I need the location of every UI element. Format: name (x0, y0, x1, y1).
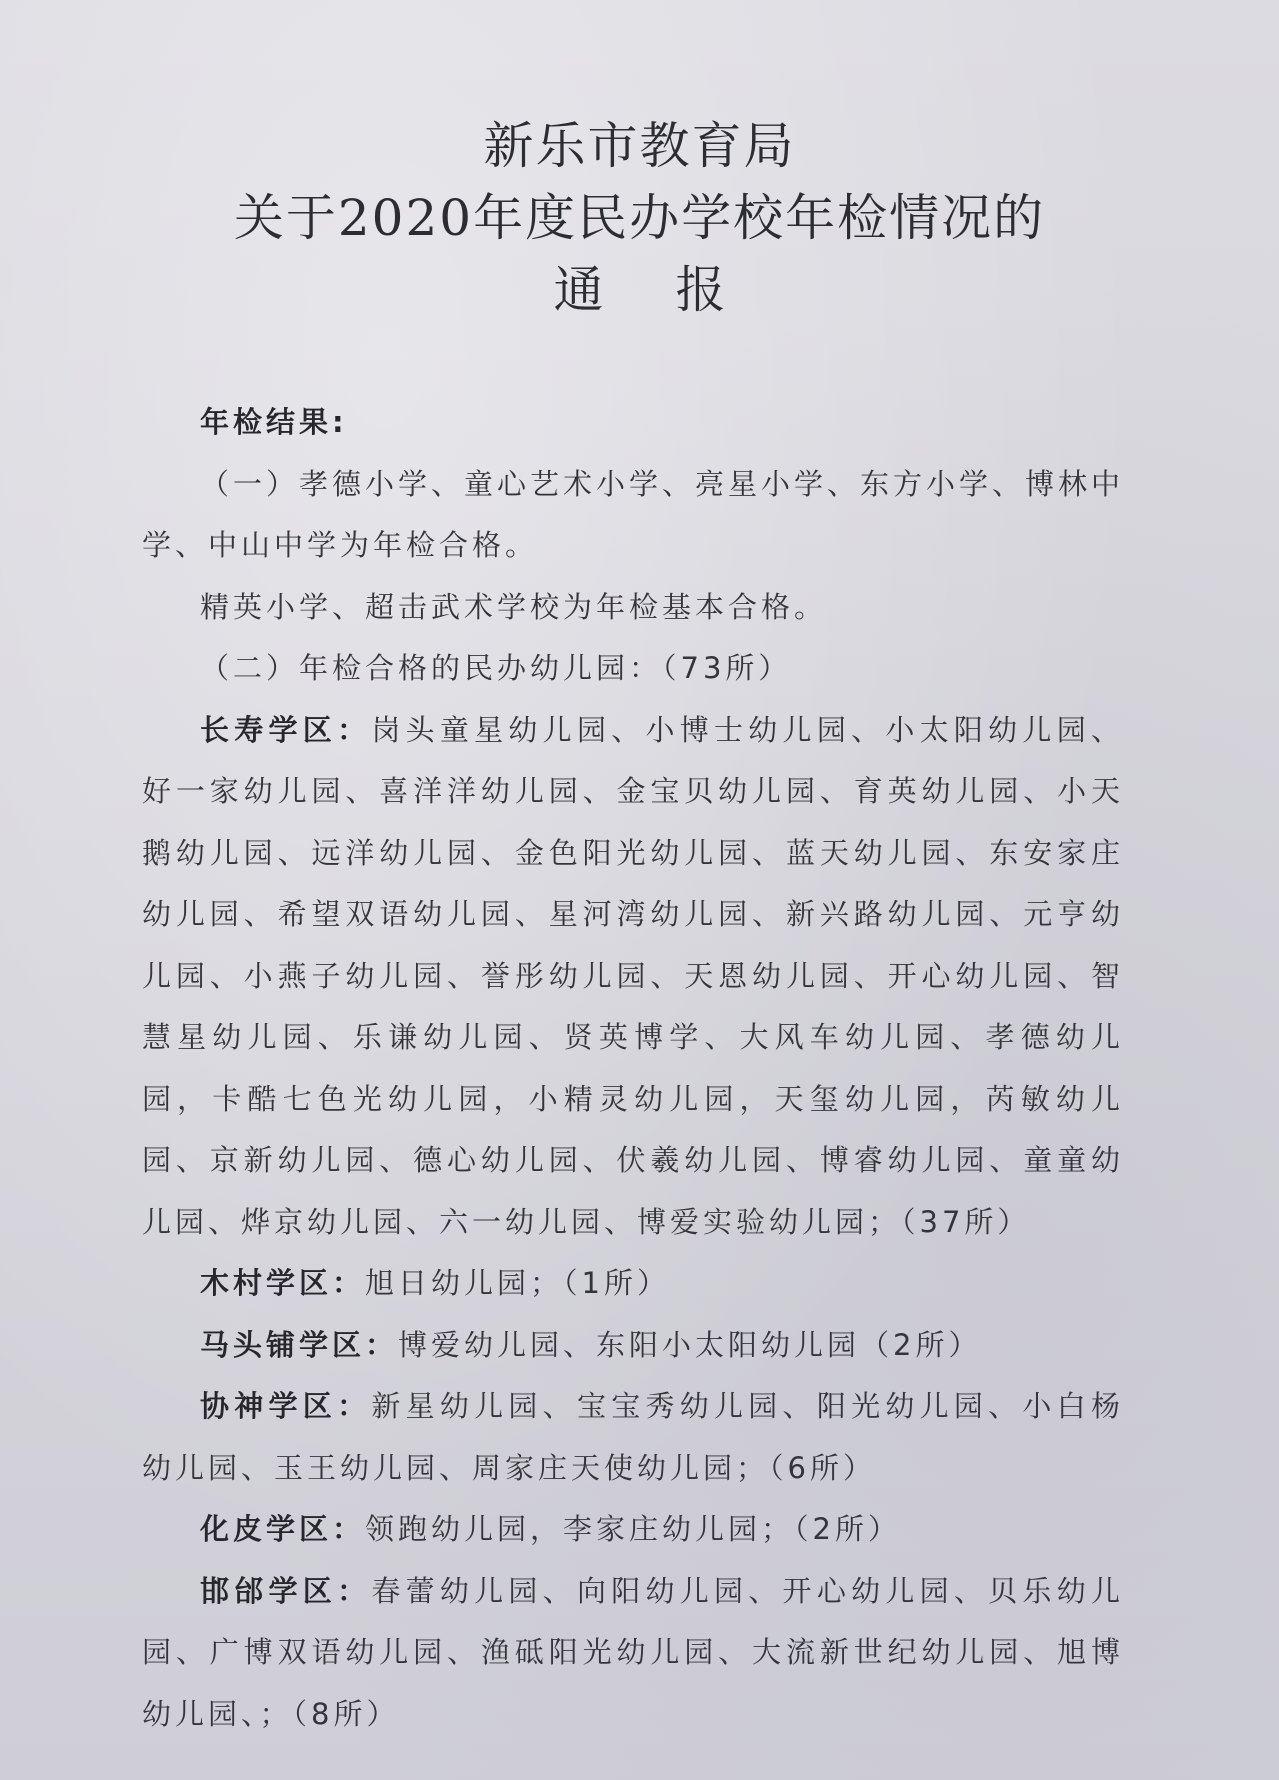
results-heading-text: 年检结果: (200, 405, 348, 439)
document-title (0, 110, 1279, 326)
district-matoupu (142, 1315, 1124, 1377)
district-name: 长寿学区： (200, 712, 372, 747)
district-name: 马头铺学区： (200, 1327, 399, 1362)
district-changshou (142, 700, 1124, 1254)
results-heading (142, 392, 1124, 454)
district-mucun (142, 1253, 1124, 1315)
district-content: 春蕾幼儿园、向阳幼儿园、开心幼儿园、贝乐幼儿园、广博双语幼儿园、渔砥阳光幼儿园、大流新世纪幼儿园、旭博幼儿园、；（8所） (142, 1573, 1124, 1731)
district-content: 岗头童星幼儿园、小博士幼儿园、小太阳幼儿园、好一家幼儿园、喜洋洋幼儿园、金宝贝幼儿园、育英幼儿园、小天鹅幼儿园、远洋幼儿园、金色阳光幼儿园、蓝天幼儿园、东安家庄幼儿园、希望双语幼儿园、星河湾幼儿园、新兴路幼儿园、元亨幼儿园、小燕子幼儿园、誉彤幼儿园、天恩幼儿园、开心幼儿园、智慧星幼儿园、乐谦幼儿园、贤英博学、大风车幼儿园、孝德幼儿园，卡酷七色光幼儿园，小精灵幼儿园，天玺幼儿园，芮敏幼儿园、京新幼儿园、德心幼儿园、伏羲幼儿园、博睿幼儿园、童童幼儿园、烨京幼儿园、六一幼儿园、博爱实验幼儿园；（37所） (142, 712, 1124, 1239)
title-issuer: 新乐市教育局 (483, 117, 796, 175)
district-content: 领跑幼儿园，李家庄幼儿园；（2所） (365, 1512, 901, 1546)
title-subject: 关于2020年度民办学校年检情况的 (233, 189, 1046, 247)
district-name: 邯邰学区： (200, 1573, 372, 1608)
district-content: 旭日幼儿园；（1所） (365, 1266, 670, 1300)
item-2-paragraph: （二）年检合格的民办幼儿园：（73所） (200, 651, 792, 685)
item-1-paragraph: （一）孝德小学、童心艺术小学、亮星小学、东方小学、博林中学、中山中学为年检合格。 (142, 466, 1125, 562)
district-name: 协神学区： (200, 1389, 372, 1423)
district-huapi (142, 1499, 1124, 1561)
district-name: 化皮学区： (200, 1512, 366, 1546)
district-xieshen (142, 1376, 1124, 1499)
district-content: 新星幼儿园、宝宝秀幼儿园、阳光幼儿园、小白杨幼儿园、玉王幼儿园、周家庄天使幼儿园；（6所） (142, 1389, 1124, 1485)
title-doc-type: 通 报 (553, 261, 754, 319)
district-hantai (142, 1561, 1124, 1746)
document-body (142, 392, 1124, 1745)
district-name: 木村学区： (200, 1266, 366, 1300)
item-1b-paragraph: 精英小学、超击武术学校为年检基本合格。 (200, 589, 828, 624)
district-content: 博爱幼儿园、东阳小太阳幼儿园（2所） (398, 1327, 982, 1362)
